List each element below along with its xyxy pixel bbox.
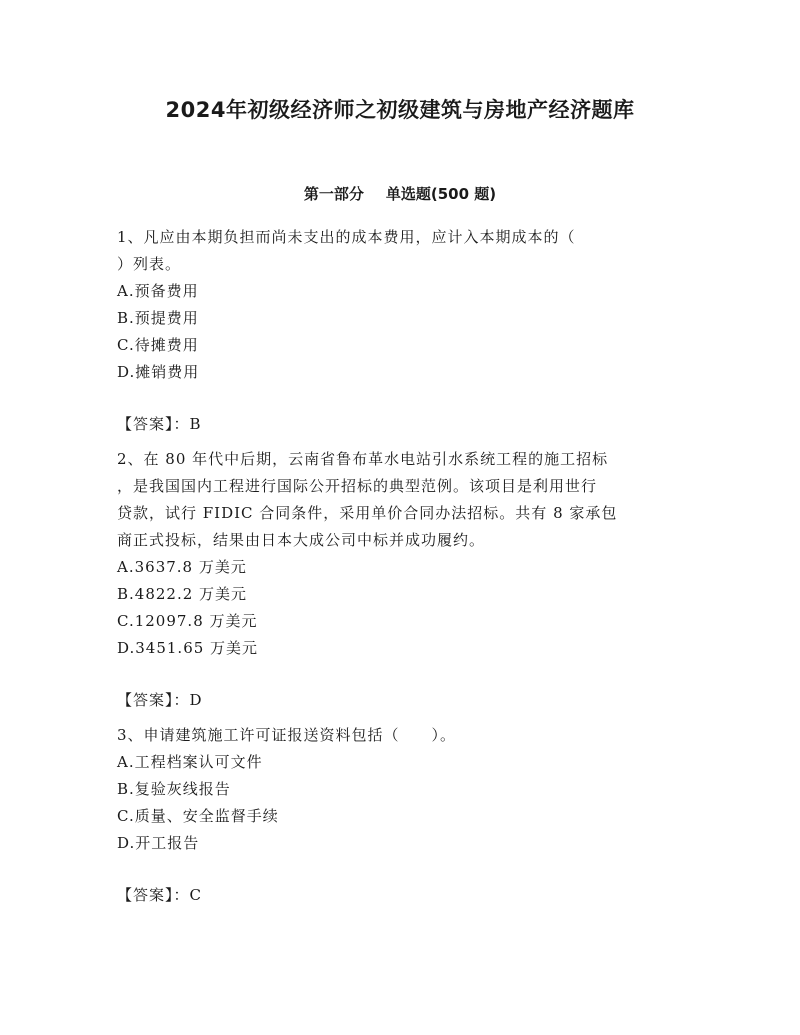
option-b: B.预提费用: [117, 309, 199, 327]
answer-label: 【答案】：: [117, 415, 190, 433]
question-1: [117, 224, 687, 438]
section-part: 第一部分: [303, 185, 364, 203]
answer-label: 【答案】：: [117, 691, 190, 709]
option-c: C.质量、安全监督手续: [117, 807, 279, 825]
document-title: 2024年初级经济师之初级建筑与房地产经济题库: [165, 98, 635, 122]
answer-line: [117, 882, 687, 909]
option-b: B.复验灰线报告: [117, 780, 231, 798]
question-text-line: 贷款，试行 FIDIC 合同条件，采用单价合同办法招标。共有 8 家承包: [117, 504, 618, 522]
answer-line: [117, 411, 687, 438]
question-text-line: 商正式投标，结果由日本大成公司中标并成功履约。: [117, 531, 486, 549]
section-title: [0, 183, 800, 204]
answer-value: D: [189, 691, 203, 709]
option-d: D.3451.65 万美元: [117, 639, 259, 657]
answer-value: C: [189, 886, 202, 904]
option-d: D.开工报告: [117, 834, 200, 852]
option-c: C.待摊费用: [117, 336, 199, 354]
question-3: [117, 722, 687, 909]
answer-label: 【答案】：: [117, 886, 190, 904]
question-text-line: ，是我国国内工程进行国际公开招标的典型范例。该项目是利用世行: [117, 477, 598, 495]
question-2: [117, 446, 687, 714]
answer-value: B: [189, 415, 202, 433]
option-c: C.12097.8 万美元: [117, 612, 258, 630]
option-a: A.3637.8 万美元: [117, 558, 247, 576]
option-a: A.工程档案认可文件: [117, 753, 263, 771]
answer-line: [117, 687, 687, 714]
question-text-line: 3、申请建筑施工许可证报送资料包括（ ）。: [117, 726, 457, 744]
question-text-line: 2、在 80 年代中后期，云南省鲁布革水电站引水系统工程的施工招标: [117, 450, 609, 468]
option-b: B.4822.2 万美元: [117, 585, 248, 603]
option-a: A.预备费用: [117, 282, 199, 300]
option-d: D.摊销费用: [117, 363, 200, 381]
question-list: [117, 224, 687, 917]
question-text-line: 1、凡应由本期负担而尚未支出的成本费用，应计入本期成本的（: [117, 228, 576, 246]
section-name: 单选题(500 题): [385, 185, 497, 203]
question-text-line: ）列表。: [117, 255, 182, 273]
